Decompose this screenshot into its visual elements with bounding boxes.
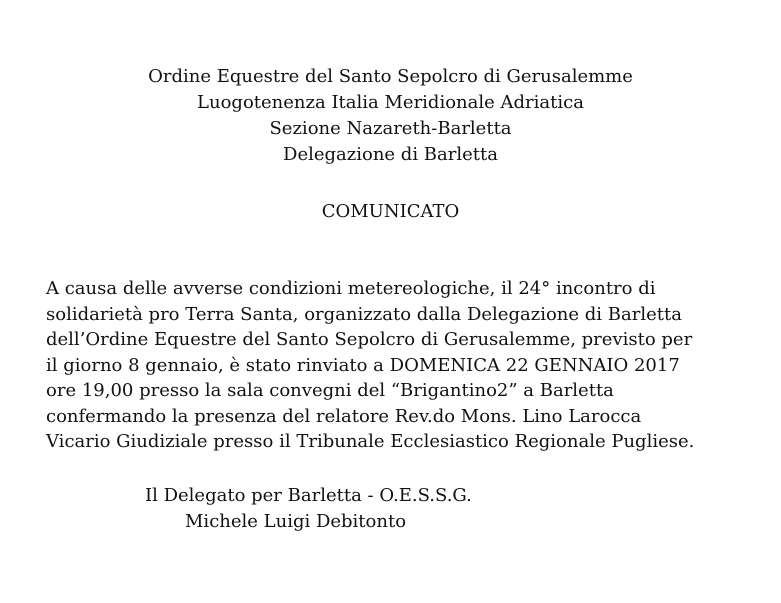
body-line: solidarietà pro Terra Santa, organizzato dalla Delegazione di Barletta (46, 303, 682, 325)
body-line: ore 19,00 presso la sala convegni del “Brigantino2” a Barletta (46, 380, 614, 401)
header-line-delegation: Delegazione di Barletta (283, 144, 498, 165)
header-line-section: Sezione Nazareth-Barletta (269, 118, 512, 139)
body-line: dell’Ordine Equestre del Santo Sepolcro di Gerusalemme, previsto per (46, 329, 693, 350)
signature-title: Il Delegato per Barletta - O.E.S.S.G. (145, 485, 472, 506)
signature-name: Michele Luigi Debitonto (185, 511, 407, 532)
body-line: confermando la presenza del relatore Rev.do Mons. Lino Larocca (46, 405, 642, 427)
body-line: il giorno 8 gennaio, è stato rinviato a DOMENICA 22 GENNAIO 2017 (46, 354, 680, 376)
document-heading: COMUNICATO (321, 201, 460, 222)
signature (145, 483, 472, 535)
header-line-order: Ordine Equestre del Santo Sepolcro di Gerusalemme (148, 66, 633, 87)
announcement-body (46, 276, 746, 455)
header-line-lieutenancy: Luogotenenza Italia Meridionale Adriatica (197, 92, 584, 113)
organization-header (0, 64, 781, 168)
body-line: Vicario Giudiziale presso il Tribunale Ecclesiastico Regionale Pugliese. (46, 431, 695, 452)
body-line: A causa delle avverse condizioni metereologiche, il 24° incontro di (46, 278, 656, 299)
